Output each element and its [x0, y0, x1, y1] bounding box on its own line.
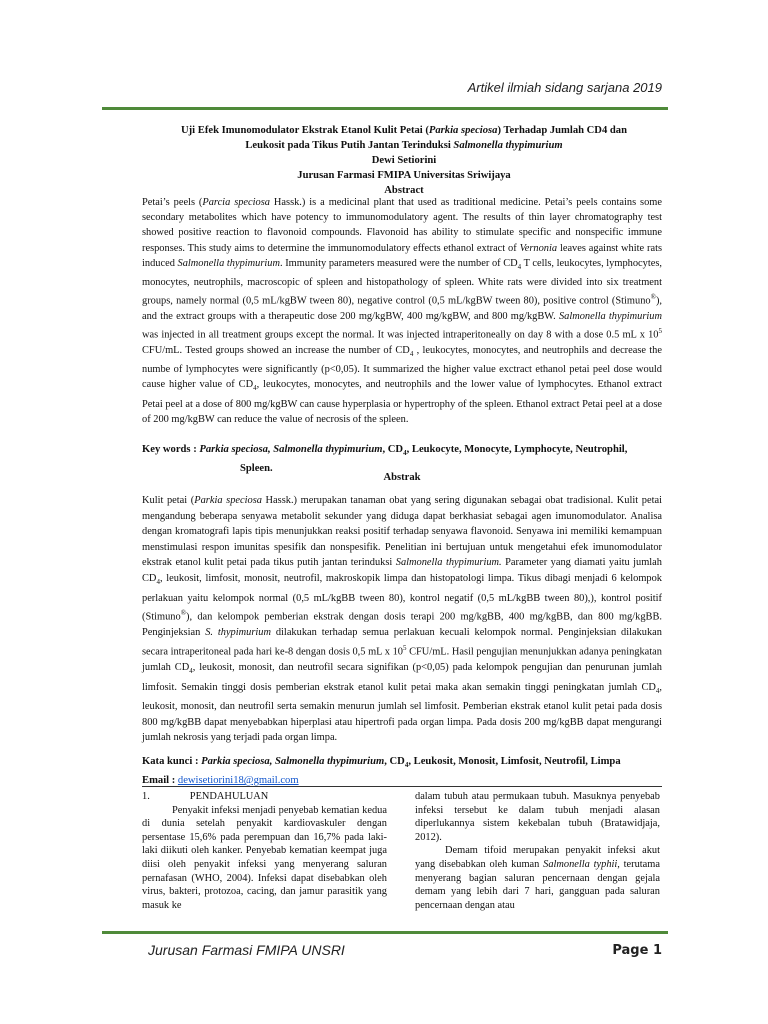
body-paragraph: Penyakit infeksi menjadi penyebab kematian kedua di dunia setelah penyakit kardiovaskuler dengan persentase 15,6% pada perempuan dan 16,7% pada laki-laki diikuti oleh kanker. Penyebab kematian keempat juga diisi oleh penyakit infeksi yang menyerang saluran pernafasan (WHO, 2004). Infeksi dapat disebabkan oleh virus, bakteri, protozoa, cacing, dan jamur parasitik yang masuk ke: [142, 804, 387, 911]
body-paragraph: Demam tifoid merupakan penyakit infeksi akut yang disebabkan oleh kuman Salmonella typhii, terutama menyerang bagian saluran pencernaan dengan gejala demam yang lebih dari 7 hari, gangguan pada saluran pencernaan dengan atau: [415, 845, 660, 911]
running-header: Artikel ilmiah sidang sarjana 2019: [467, 80, 662, 95]
page-number: Page 1: [612, 943, 662, 958]
footer-rule: [102, 931, 668, 934]
body-column-left: [142, 790, 387, 912]
abstrak-indonesian: Kulit petai (Parkia speciosa Hassk.) merupakan tanaman obat yang sering digunakan sebagai obat tradisional. Kulit petai mengandung beberapa senyawa metabolit sekunder yang diduga dapat berkhasiat sebagai agen imunomodulator. Analisa dengan kromatografi lapis tipis menunjukkan reaksi positif terhadap senyawa flavonoid. Senyawa ini memiliki kemampuan menstimulasi respon imunitas spesifik dan nonspesifik. Penelitian ini bertujuan untuk mengetahui efek imunomodulator ekstrak etanol kulit petai pada tikus putih jantan terinduksi Salmonella thypimurium. Parameter yang diamati yaitu jumlah $CD_4$, leukosit, limfosit, monosit, neutrofil, makroskopik limpa dan histopatologi limpa. Tikus dibagi menjadi 6 kelompok perlakuan yaitu kelompok normal (0,5 mL/kgBB tween 80), kontrol negatif (0,5 mL/kgBB tween 80),), kontrol positif (Stimuno®), dan kelompok pemberian ekstrak dengan dosis terapi 200 mg/kgBB, 400 mg/kgBB, dan 800 mg/kgBB. Penginjeksian S. thypimurium dilakukan terhadap semua perlakuan kecuali kelompok normal. Penginjeksian dilakukan secara intraperitoneal pada hari ke-8 dengan dosis 0,5 mL x $10^5$ CFU/mL. Hasil pengujian menunjukkan adanya peningkatan jumlah $CD_4$, leukosit, monosit, dan neutrofil secara signifikan (p<0,05) pada kelompok pengujian dan penurunan jumlah limfosit. Semakin tinggi dosis pemberian ekstrak etanol kulit petai maka akan semakin tinggi peningkatan jumlah $CD_4$, leukosit, monosit, dan neutrofil serta semakin menurun jumlah sel limfosit. Pemberian ekstrak etanol kulit petai pada dosis 800 mg/kgBB dapat menyebabkan hiperplasi atau hipertrofi pada organ limpa. Pada dosis 200 mg/kgBB dapat mengurangi jumlah nekrosis yang terjadi pada organ limpa.: [142, 495, 662, 744]
body-paragraph: dalam tubuh atau permukaan tubuh. Masuknya penyebab infeksi tersebut ke dalam tubuh menjadi alasan diperlukannya sistem kekebalan tubuh (Bratawidjaja, 2012).: [415, 791, 660, 843]
email-link[interactable]: dewisetiorini18@gmail.com: [177, 775, 299, 787]
body-column-right: [415, 790, 660, 912]
affiliation: Jurusan Farmasi FMIPA Universitas Sriwijaya: [297, 170, 511, 181]
keywords-english: Key words : Parkia speciosa, Salmonella thypimurium, $CD_4$, Leukocyte, Monocyte, Lymphocyte, Neutrophil, Spleen.: [142, 444, 628, 475]
paper-title-line1: Uji Efek Imunomodulator Ekstrak Etanol Kulit Petai (Parkia speciosa) Terhadap Jumlah CD4 dan: [181, 125, 627, 136]
abstrak-heading: Abstrak: [383, 472, 421, 483]
title-block: [140, 123, 668, 198]
section-heading: 1. PENDAHULUAN: [142, 791, 269, 802]
paper-title-line2: Leukosit pada Tikus Putih Jantan Terinduksi Salmonella thypimurium: [245, 140, 563, 151]
email-label: Email :: [142, 775, 178, 787]
header-rule: [102, 107, 668, 110]
footer-department: Jurusan Farmasi FMIPA UNSRI: [148, 942, 345, 958]
author-name: Dewi Setiorini: [371, 155, 437, 166]
abstract-heading: Abstract: [384, 185, 424, 196]
abstract-english: Petai’s peels (Parcia speciosa Hassk.) is a medicinal plant that used as traditional medicine. Petai’s peels contains some secondary metabolites which have potency to immunomodulatory agent. The results of thin layer chromatography test showed positive reaction to flavonoid compounds. Flavonoid has ability to stimulate specific and nonspecific immune responses. This study aims to determine the immunomodulatory effects ethanol extract of Vernonia leaves against white rats induced Salmonella thypimurium. Immunity parameters measured were the number of $CD_4$ T cells, leukocytes, lymphocytes, monocytes, neutrophils, macroscopic of spleen and histopathology of spleen. White rats were divided into six treatment groups, namely normal (0,5 mL/kgBW tween 80), negative control (0,5 mL/kgBW tween 80), positive control (Stimuno®), and the extract groups with a therapeutic dose 200 mg/kgBW, 400 mg/kgBW, and 800 mg/kgBW. Salmonella thypimurium was injected in all treatment groups except the normal. It was injected intraperitoneally on day 8 with a dose 0.5 mL x $10^5$ CFU/mL. Tested groups showed an increase the number of $CD_4$ , leukocytes, monocytes, and neutrophils and decrease the numbe of lymphocytes were significantly (p<0,05). It summarized the higher value exctract ethanol petai peel dose would cause higher value of $CD_4$, leukocytes, monocytes, and neutrophils and the lower value of lymphocytes. Ethanol extract Petai peel at a dose of 800 mg/kgBW can cause hyperplasia or hypertrophy of the spleen. Ethanol extract Petai peel at a dose of 200 mg/kgBW can reduce the value of necrosis of the spleen.: [142, 197, 662, 425]
section-divider: [142, 786, 662, 787]
keywords-indonesian: Kata kunci : Parkia speciosa, Salmonella thypimurium, $CD_4$, Leukosit, Monosit, Limfosit, Neutrofil, Limpa Email : dewisetiorini18@gmail.com: [142, 756, 621, 787]
